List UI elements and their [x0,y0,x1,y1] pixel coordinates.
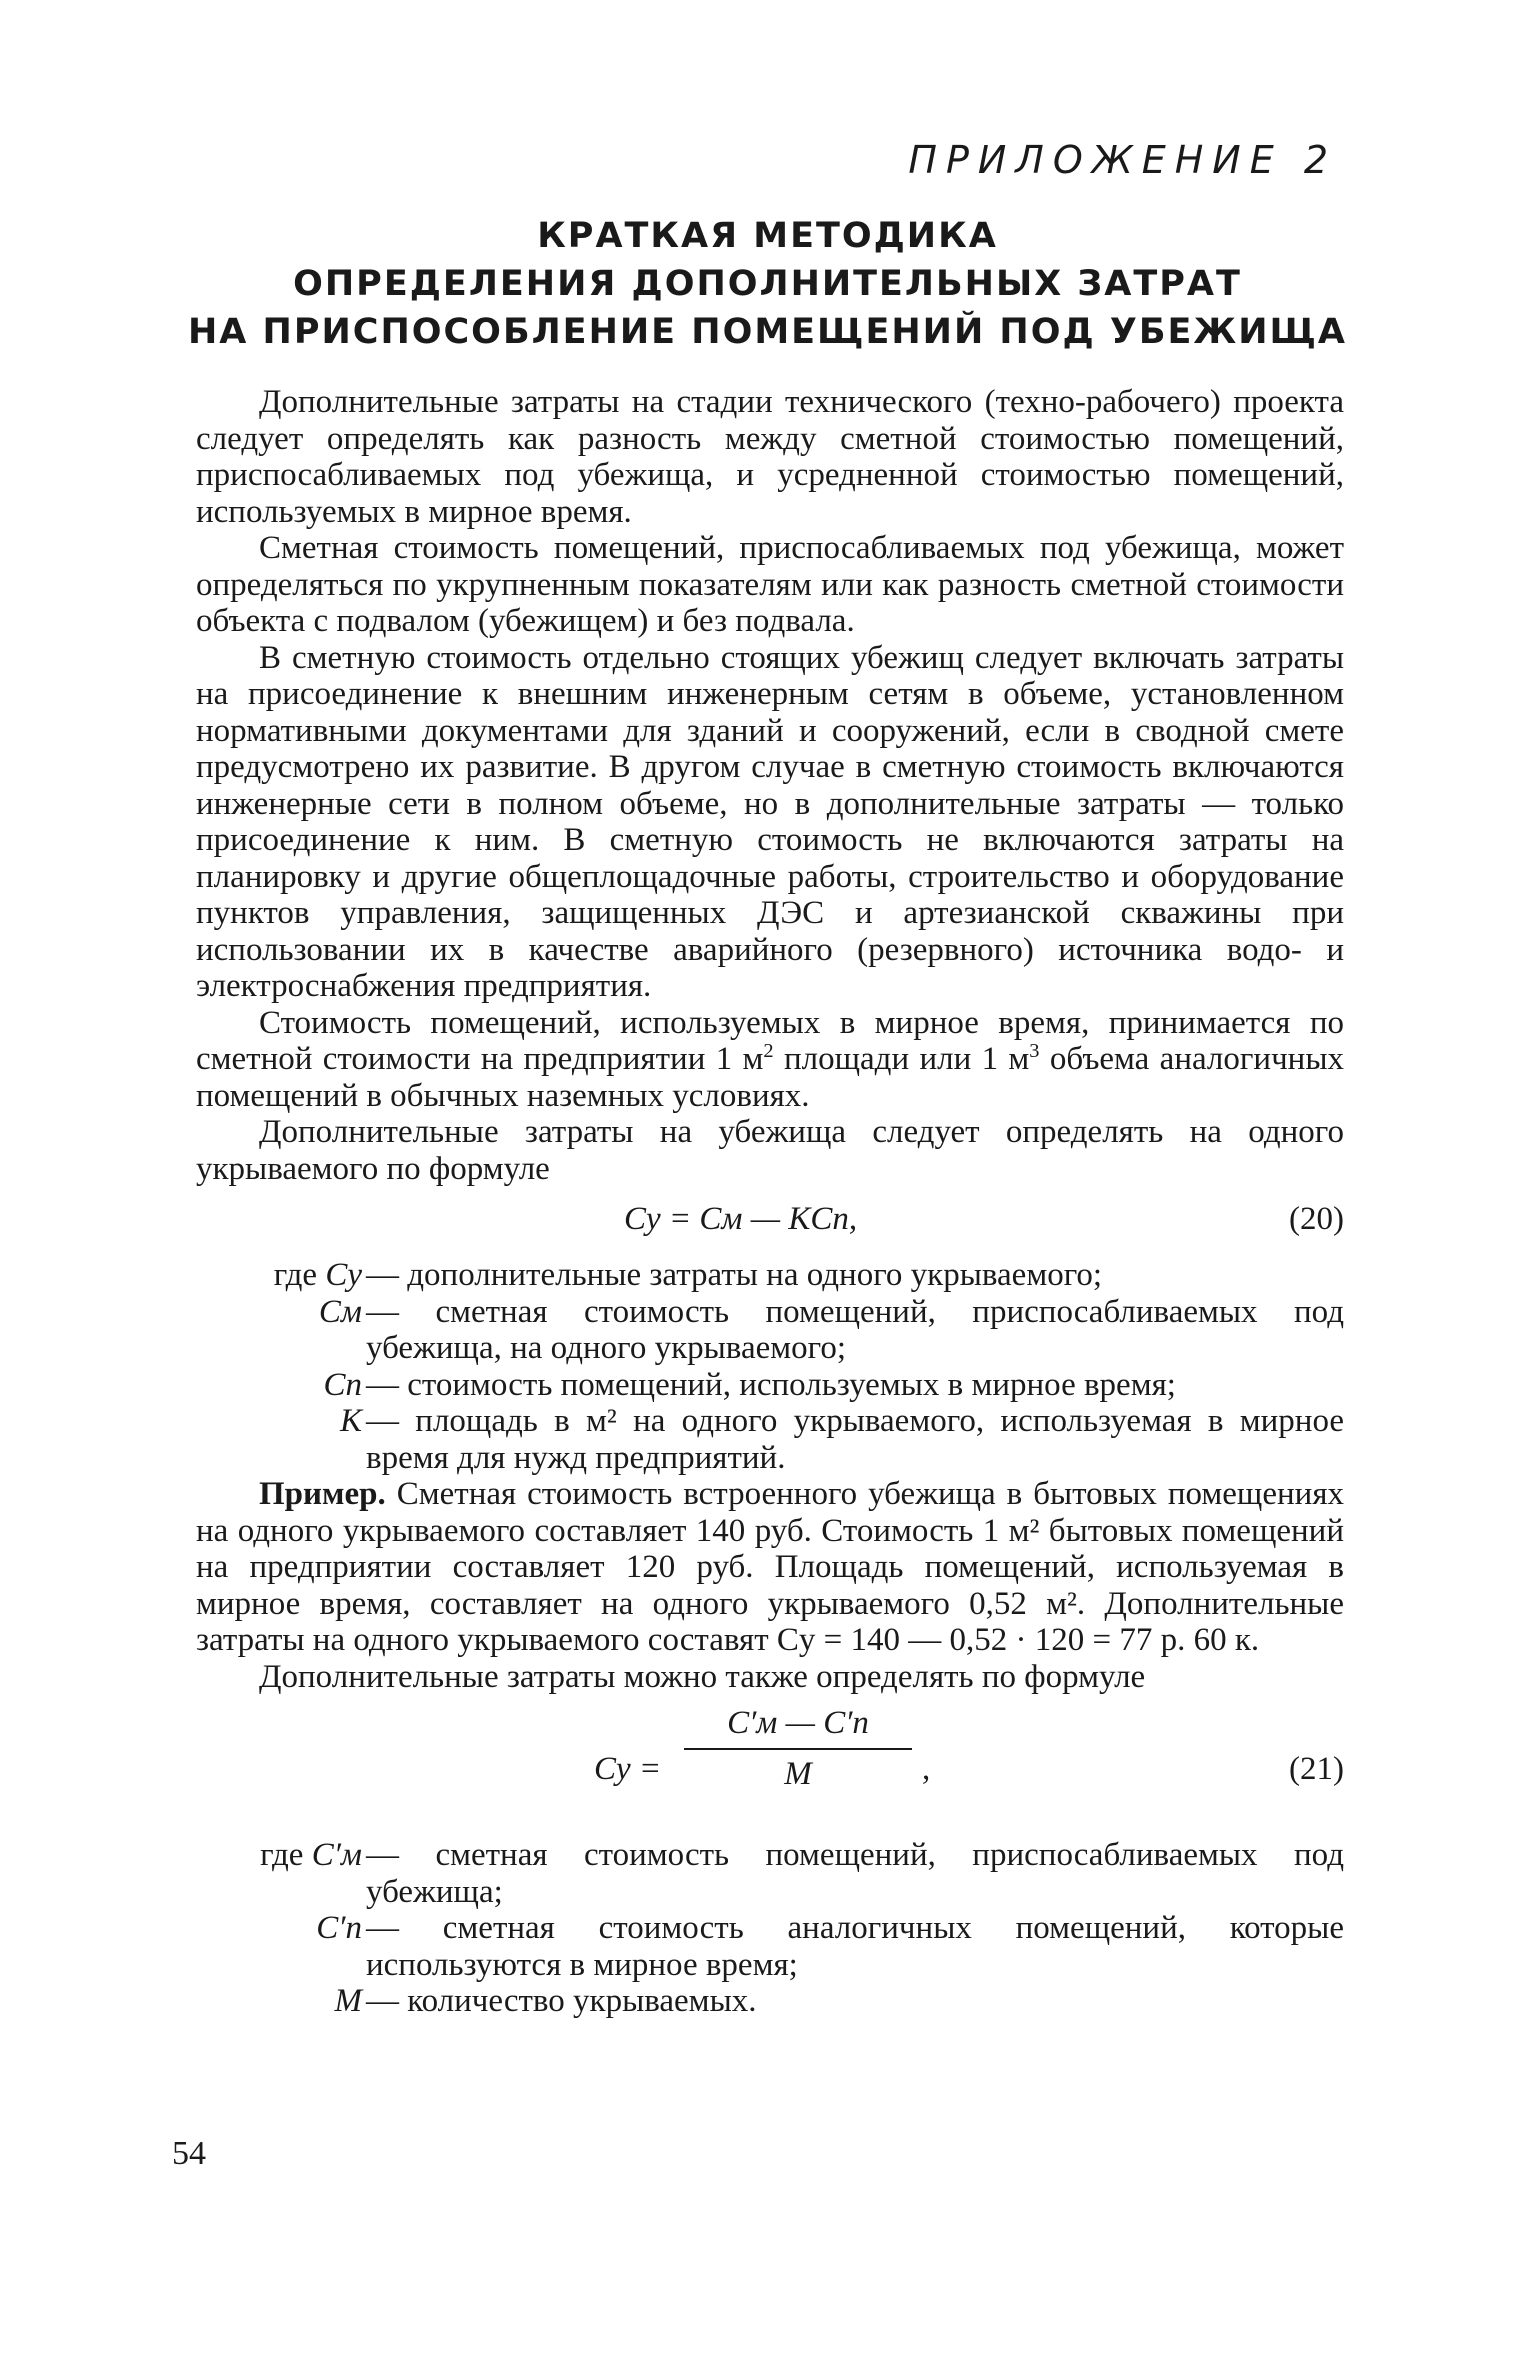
definition-row: где C′м — сметная стоимость помещений, приспосабливаемых под убежища; [260,1837,1344,1910]
formula-20 [196,1187,1344,1257]
definition-symbol: K [339,1403,362,1439]
example-label: Пример. [259,1476,386,1512]
document-title [180,212,1355,356]
fraction-numerator: C′м — C′п [727,1705,869,1741]
definition-text: — количество укрываемых. [366,1983,757,2019]
fraction-denominator: M [784,1755,812,1792]
definition-text: — дополнительные затраты на одного укрываемого; [366,1257,1103,1293]
definition-symbol: Cп [323,1366,362,1403]
formula-number: (20) [1289,1201,1344,1237]
example-paragraph: Пример. Сметная стоимость встроенного убежища в бытовых помещениях на одного укрываемого составляет 140 руб. Стоимость 1 м² бытовых помещений на предприятии составляет 120 руб. Площадь помещений, используемая в мирное время, составляет на одного укрываемого 0,52 м². Дополнительные затраты на одного укрываемого составят Cу = 140 — 0,52 · 120 = 77 р. 60 к. [196,1476,1344,1658]
definition-symbol: C′п [316,1910,362,1946]
definition-row: где Cу — дополнительные затраты на одного укрываемого; [196,1257,1344,1294]
title-line: ОПРЕДЕЛЕНИЯ ДОПОЛНИТЕЛЬНЫХ ЗАТРАТ [293,264,1242,304]
definition-symbol: Cм [318,1293,362,1330]
definition-text: — сметная стоимость помещений, приспосабливаемых под убежища, на одного укрываемого; [366,1293,1344,1366]
definition-symbol: C′м [311,1837,362,1873]
definition-row [196,1367,1344,1404]
definition-row [196,1910,1344,1983]
definition-row [196,1983,1344,2020]
formula-expression: Cу = Cм — KCп, [624,1201,858,1237]
appendix-label: ПРИЛОЖЕНИЕ 2 [908,138,1337,182]
paragraph: Дополнительные затраты на убежища следует определять на одного укрываемого по формуле [196,1114,1344,1187]
paragraph-area-cost: Стоимость помещений, используемых в мирное время, принимается по сметной стоимости на предприятии 1 $м^2$ площади или 1 $м^3$ объема аналогичных помещений в обычных наземных условиях. [196,1004,1345,1114]
definition-text: — площадь в м² на одного укрываемого, используемая в мирное время для нужд предприятий. [366,1403,1344,1476]
paragraph: В сметную стоимость отдельно стоящих убежищ следует включать затраты на присоединение к внешним инженерным сетям в объеме, установленном нормативными документами для зданий и сооружений, если в сводной смете предусмотрено их развитие. В другом случае в сметную стоимость включаются инженерные сети в полном объеме, но в дополнительные затраты — только присоединение к ним. В сметную стоимость не включаются затраты на планировку и другие общеплощадочные работы, строительство и оборудование пунктов управления, защищенных ДЭС и артезианской скважины при использовании их в качестве аварийного (резервного) источника водо- и электроснабжения предприятия. [196,639,1344,1004]
paragraph: Дополнительные затраты можно также определять по формуле [259,1658,1146,1695]
definition-text: — сметная стоимость помещений, приспосабливаемых под убежища; [366,1837,1344,1910]
title-line: НА ПРИСПОСОБЛЕНИЕ ПОМЕЩЕНИЙ ПОД УБЕЖИЩА [187,312,1348,352]
definition-text: — сметная стоимость аналогичных помещений, которые используются в мирное время; [366,1910,1344,1983]
body-text [196,384,1344,2020]
page-number: 54 [172,2135,206,2172]
formula-21-definitions [196,1837,1344,2020]
formula-lhs: Cу = [594,1751,662,1787]
definition-row [196,1294,1344,1367]
title-line: КРАТКАЯ МЕТОДИКА [537,216,998,256]
formula-20-definitions [196,1257,1344,1476]
definition-symbol: M [334,1983,362,2019]
formula-fraction [684,1705,912,1792]
formula-number: (21) [1289,1751,1344,1787]
definition-symbol: Cу [325,1257,362,1293]
formula-21: Cу = C′м — C′п M , (21) [594,1705,1344,1792]
paragraph: Дополнительные затраты на стадии технического (техно-рабочего) проекта следует определять как разность между сметной стоимостью помещений, приспосабливаемых под убежища, и усредненной стоимостью помещений, используемых в мирное время. [196,384,1344,530]
paragraph: Сметная стоимость помещений, приспосабливаемых под убежища, может определяться по укрупненным показателям или как разность сметной стоимости объекта с подвалом (убежищем) и без подвала. [196,530,1344,639]
definition-text: — стоимость помещений, используемых в мирное время; [366,1366,1176,1403]
definition-row [196,1403,1344,1476]
